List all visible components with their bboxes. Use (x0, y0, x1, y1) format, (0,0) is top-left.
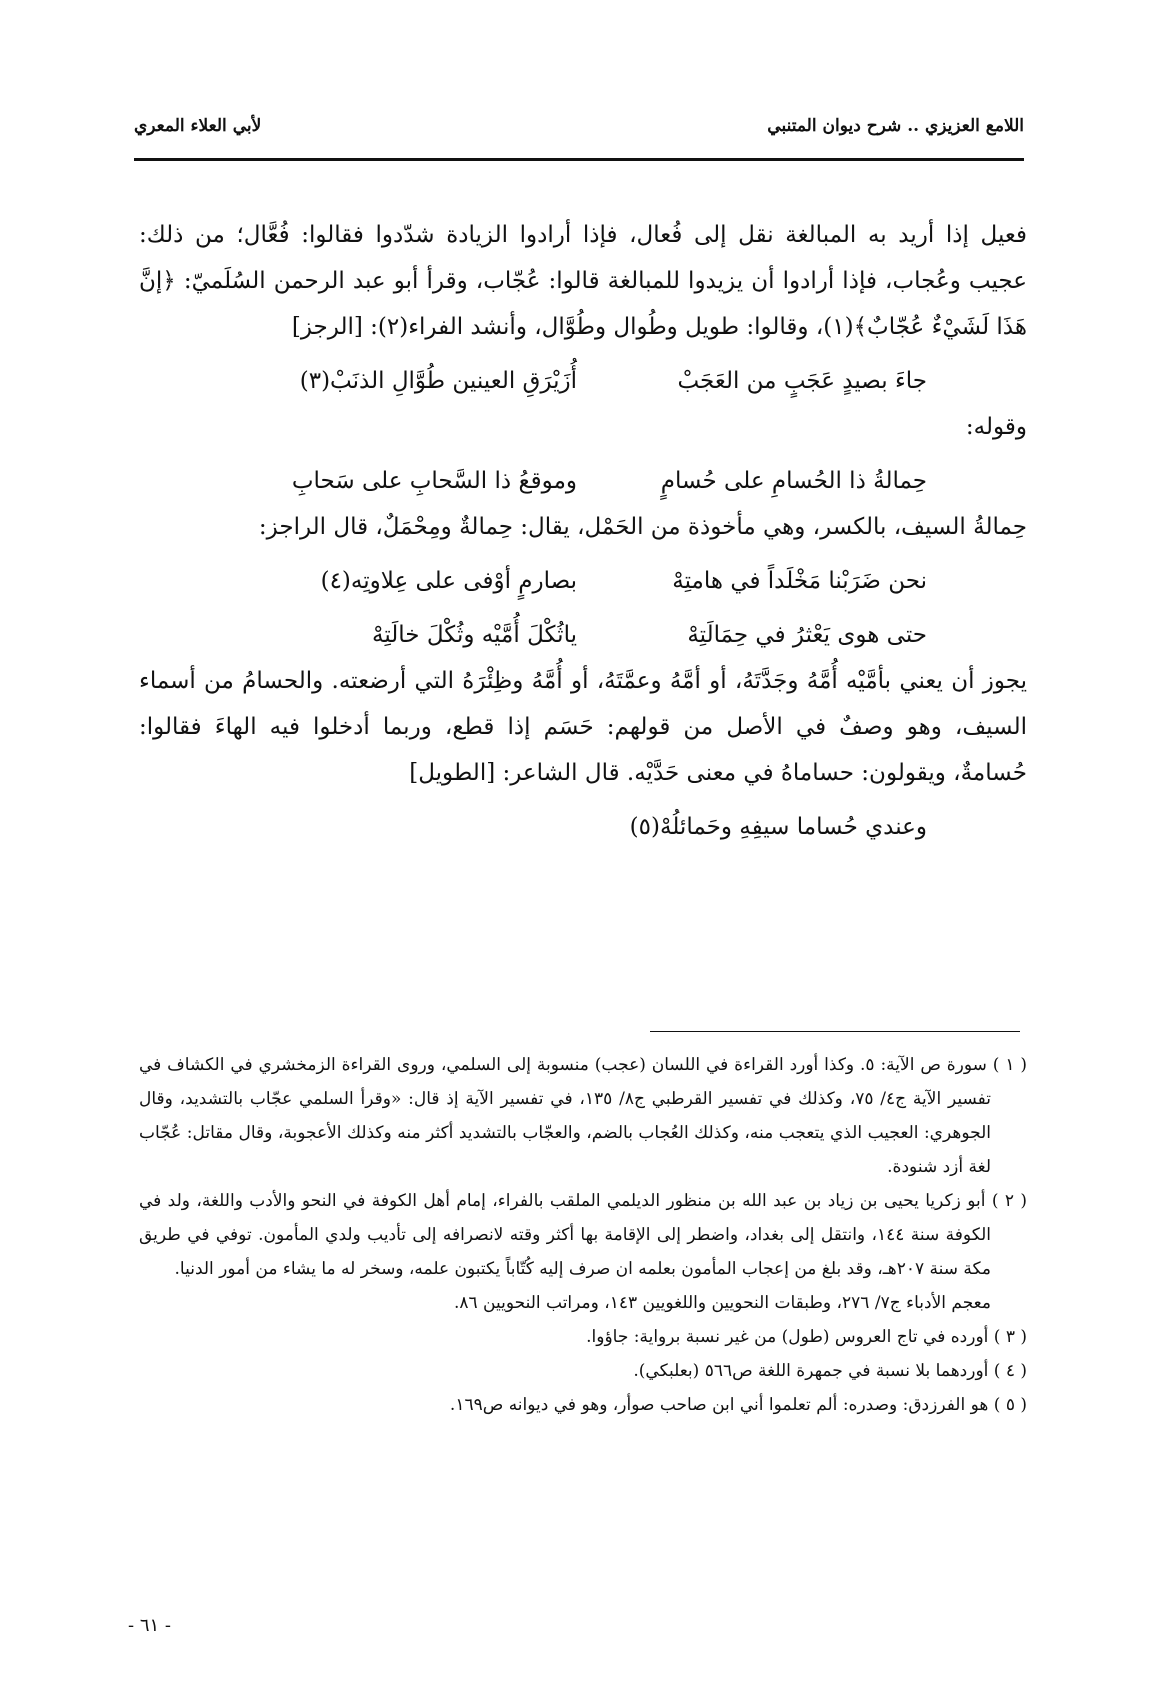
page-number: - ٦١ - (128, 1615, 171, 1636)
footnote-2: ( ٢ ) أبو زكريا يحيى بن زياد بن عبد الله بن منظور الديلمي الملقب بالفراء، إمام أهل الكوفة في النحو والأدب واللغة، ولد في الكوفة سنة ١٤٤، وانتقل إلى بغداد، واضطر إلى الإقامة بها أكثر وقته لانصرافه إلى تأديب ولدي المأمون. توفي في طريق مكة سنة ٢٠٧هـ، وقد بلغ من إعجاب المأمون بعلمه ان صرف إليه كُتّاباً يكتبون علمه، وسخر له ما يشاء من أمور الدنيا. (139, 1191, 1027, 1279)
header-author: لأبي العلاء المعري (134, 116, 262, 136)
verse-3-first-hemistich: نحن ضَرَبْنا مَخْلَداً في هامتِهْ (672, 568, 927, 594)
footnote-5: ( ٥ ) هو الفرزدق: وصدره: ألم تعلموا أني ابن صاحب صوأر، وهو في ديوانه ص١٦٩. (449, 1395, 1027, 1415)
running-header (134, 116, 1024, 152)
paragraph-3: يجوز أن يعني بأمَّيْه أُمَّهُ وجَدَّتَهُ، أو أمَّهُ وعمَّتَهُ، أو أُمَّهُ وظِئْرَهُ التي أرضعته. والحسامُ من أسماء السيف، وهو وصفٌ في الأصل من قولهم: حَسَم إذا قطع، وربما أدخلوا فيه الهاءَ فقالوا: حُسامةٌ، ويقولون: حساماهُ في معنى حَدَّيْه. قال الشاعر: [الطويل] (139, 668, 1027, 786)
paragraph-2: حِمالةُ السيف، بالكسر، وهي مأخوذة من الحَمْل، يقال: حِمالةٌ ومِحْمَلٌ، قال الراجز: (258, 514, 1027, 540)
header-divider (134, 158, 1024, 161)
qawluhu-line: وقوله: (965, 414, 1027, 440)
verse-5-hemistich: وعندي حُساما سيفِهِ وحَمائلُهْ(٥) (629, 814, 927, 840)
verse-1 (139, 350, 1027, 404)
verse-2-second-hemistich: وموقعُ ذا السَّحابِ على سَحابِ (291, 468, 577, 494)
footnote-1: ( ١ ) سورة ص الآية: ٥. وكذا أورد القراءة في اللسان (عجب) منسوبة إلى السلمي، وروى القراءة الزمخشري في الكشاف في تفسير الآية ج٤/ ٧٥، وكذلك في تفسير القرطبي ج٨/ ١٣٥، في تفسير الآية إذ قال: «وقرأ السلمي عجّاب بالتشديد، وقال الجوهري: العجيب الذي يتعجب منه، وكذلك العُجاب بالضم، والعجّاب بالتشديد أكثر منه وكذلك الأعجوبة، وقال مقاتل: عُجّاب لغة أزد شنودة. (139, 1055, 1027, 1177)
verse-2 (139, 450, 1027, 504)
paragraph-1: فعيل إذا أريد به المبالغة نقل إلى فُعال، فإذا أرادوا الزيادة شدّدوا فقالوا: فُعَّال؛ من ذلك: عجيب وعُجاب، فإذا أرادوا أن يزيدوا للمبالغة قالوا: عُجّاب، وقرأ أبو عبد الرحمن السُلَميّ: ﴿إنَّ هَذَا لَشَيْءٌ عُجّابٌ﴾(١)، وقالوا: طويل وطُوال وطُوَّال، وأنشد الفراء(٢): [الرجز] (139, 222, 1027, 340)
footnote-divider (650, 1031, 1020, 1032)
header-book-title: اللامع العزيزي .. شرح ديوان المتنبي (767, 116, 1024, 136)
verse-1-second-hemistich: أُزَيْرَقِ العينين طُوَّالِ الذنَبْ(٣) (299, 368, 577, 394)
verse-4-second-hemistich: ياثُكْلَ أُمَّيْه وثُكْلَ خالَتِهْ (372, 622, 577, 648)
verse-2-first-hemistich: حِمالةُ ذا الحُسامِ على حُسامٍ (660, 468, 927, 494)
verse-5 (139, 796, 1027, 850)
verse-3 (139, 550, 1027, 604)
verse-4 (139, 604, 1027, 658)
verse-1-first-hemistich: جاءَ بصيدٍ عَجَبٍ من العَجَبْ (677, 368, 927, 394)
verse-3-second-hemistich: بصارمٍ أوْفى على عِلاوتِه(٤) (320, 568, 577, 594)
footnote-2-references: معجم الأدباء ج٧/ ٢٧٦، وطبقات النحويين واللغويين ١٤٣، ومراتب النحويين ٨٦. (453, 1293, 991, 1313)
main-text (139, 212, 1027, 850)
footnotes (139, 1048, 1027, 1422)
verse-4-first-hemistich: حتى هوى يَعْثرُ في حِمَالَتِهْ (687, 622, 927, 648)
footnote-4: ( ٤ ) أوردهما بلا نسبة في جمهرة اللغة ص٥٦٦ (بعلبكي). (633, 1361, 1027, 1381)
footnote-3: ( ٣ ) أورده في تاج العروس (طول) من غير نسبة برواية: جاؤوا. (586, 1327, 1027, 1347)
